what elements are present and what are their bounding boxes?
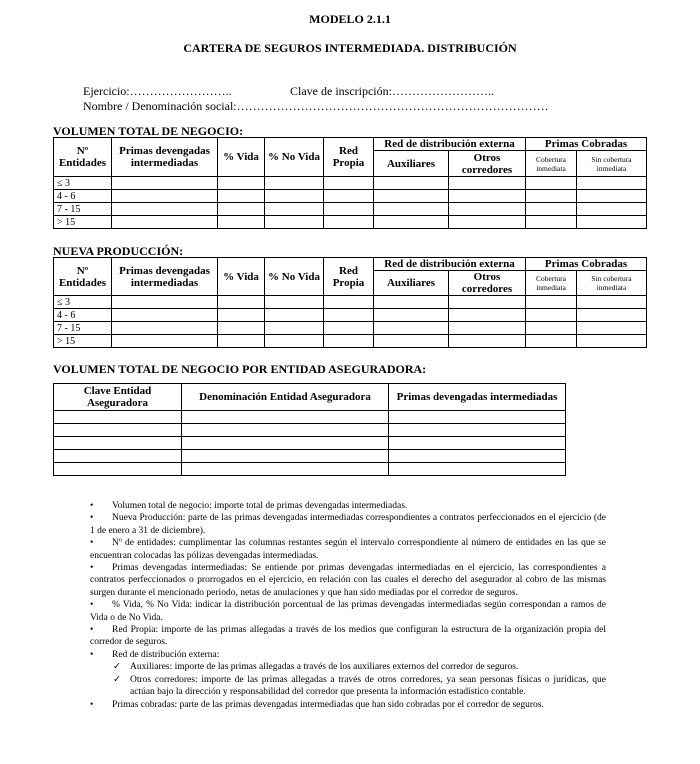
note-red-externa xyxy=(90,649,606,661)
header-pct-vida: % Vida xyxy=(218,138,265,177)
note-auxiliares xyxy=(90,661,606,673)
nueva-produccion-table xyxy=(53,257,647,348)
table-row xyxy=(54,437,566,450)
row-label: > 15 xyxy=(54,335,112,348)
ejercicio-field: Ejercicio:…………………….. xyxy=(83,84,232,98)
bullet-icon: • xyxy=(90,600,94,611)
note-nueva-produccion xyxy=(90,512,606,537)
header-red-externa: Red de distribución externa xyxy=(374,138,526,151)
note-text: Volumen total de negocio: importe total de primas devengadas intermediadas. xyxy=(112,501,408,511)
note-text: % Vida, % No Vida: indicar la distribución porcentual de las primas devengadas intermediadas según correspondan a ramos de Vida o de No Vida. xyxy=(90,600,606,623)
volumen-total-table xyxy=(53,137,647,229)
header-sin-cobertura-inmediata: Sin cobertura inmediata xyxy=(577,271,647,296)
entidad-aseguradora-table xyxy=(53,383,566,476)
header-primas-devengadas: Primas devengadas intermediadas xyxy=(112,258,218,296)
header-otros-corredores: Otros corredores xyxy=(449,151,526,177)
header-red-externa: Red de distribución externa xyxy=(374,258,526,271)
row-label: 4 - 6 xyxy=(54,309,112,322)
note-pct-vida xyxy=(90,599,606,624)
checkmark-icon: ✓ xyxy=(113,674,121,685)
header-n-entidades: Nº Entidades xyxy=(54,138,112,177)
table-row xyxy=(54,450,566,463)
note-text: Nº de entidades: cumplimentar las columnas restantes según el intervalo correspondiente al número de entidades en las que se encuentran colocadas las pólizas devengadas intermediadas. xyxy=(90,538,606,561)
note-text: Primas cobradas: parte de las primas devengadas intermediadas que han sido cobradas por el corredor de seguros. xyxy=(112,699,544,710)
section-title-volumen-total: VOLUMEN TOTAL DE NEGOCIO: xyxy=(53,124,244,138)
header-red-propia: Red Propia xyxy=(324,138,374,177)
table-row xyxy=(54,190,647,203)
document-title: CARTERA DE SEGUROS INTERMEDIADA. DISTRIBUCIÓN xyxy=(183,41,517,55)
note-volumen-total xyxy=(90,500,606,512)
header-auxiliares: Auxiliares xyxy=(374,151,449,177)
bullet-icon: • xyxy=(90,563,94,574)
section-title-nueva-produccion: NUEVA PRODUCCIÓN: xyxy=(53,244,184,258)
table-row xyxy=(54,463,566,476)
row-label: 7 - 15 xyxy=(54,322,112,335)
table-row xyxy=(54,216,647,229)
header-primas-devengadas: Primas devengadas intermediadas xyxy=(112,138,218,177)
bullet-icon: • xyxy=(90,699,94,710)
note-primas-devengadas xyxy=(90,562,606,599)
note-text: Auxiliares: importe de las primas allegadas a través de los auxiliares externos del corredor de seguros. xyxy=(130,662,519,673)
bullet-icon: • xyxy=(90,625,94,636)
section-title-por-entidad: VOLUMEN TOTAL DE NEGOCIO POR ENTIDAD ASEGURADORA: xyxy=(53,362,427,376)
table-row xyxy=(54,424,566,437)
header-clave-entidad: Clave Entidad Aseguradora xyxy=(54,384,182,411)
header-otros-corredores: Otros corredores xyxy=(449,271,526,296)
row-label: ≤ 3 xyxy=(54,296,112,309)
header-pct-no-vida: % No Vida xyxy=(265,258,324,296)
note-red-propia xyxy=(90,624,606,649)
checkmark-icon: ✓ xyxy=(113,662,121,673)
nombre-denominacion-field: Nombre / Denominación social:…………………………………………………………………… xyxy=(83,99,549,113)
note-text: Red Propia: importe de las primas allegadas a través de los medios que configuran la estructura de la organización propia del corredor de seguros. xyxy=(90,625,606,648)
bullet-icon: • xyxy=(90,538,94,549)
header-cobertura-inmediata: Cobertura inmediata xyxy=(526,151,577,177)
note-text: Red de distribución externa: xyxy=(112,649,220,660)
header-n-entidades: Nº Entidades xyxy=(54,258,112,296)
row-label: > 15 xyxy=(54,216,112,229)
table-row xyxy=(54,335,647,348)
header-primas-devengadas: Primas devengadas intermediadas xyxy=(389,384,566,411)
header-pct-no-vida: % No Vida xyxy=(265,138,324,177)
table-row xyxy=(54,411,566,424)
table-row xyxy=(54,296,647,309)
header-pct-vida: % Vida xyxy=(218,258,265,296)
model-number: MODELO 2.1.1 xyxy=(309,12,391,26)
bullet-icon: • xyxy=(90,513,94,524)
bullet-icon: • xyxy=(90,649,94,660)
table-row xyxy=(54,203,647,216)
notes-list xyxy=(90,500,606,711)
header-primas-cobradas: Primas Cobradas xyxy=(526,258,647,271)
note-otros-corredores xyxy=(90,674,606,699)
note-n-entidades xyxy=(90,537,606,562)
table-row xyxy=(54,177,647,190)
row-label: 4 - 6 xyxy=(54,190,112,203)
header-cobertura-inmediata: Cobertura inmediata xyxy=(526,271,577,296)
table-row xyxy=(54,309,647,322)
row-label: ≤ 3 xyxy=(54,177,112,190)
table-row xyxy=(54,322,647,335)
clave-inscripcion-field: Clave de inscripción:…………………….. xyxy=(290,84,494,98)
note-primas-cobradas xyxy=(90,699,606,711)
header-sin-cobertura-inmediata: Sin cobertura inmediata xyxy=(577,151,647,177)
note-text: Primas devengadas intermediadas: Se entiende por primas devengadas intermediadas en el ejercicio, las correspondientes a contratos perfeccionados o prorrogados en el ejercicio, en relación con las cuales el derecho del asegurador al cobro de las mismas surgen durante el mencionado periodo, netas de anulaciones y que han sido mediadas por el corredor de seguros. xyxy=(90,563,606,598)
header-primas-cobradas: Primas Cobradas xyxy=(526,138,647,151)
header-denominacion-entidad: Denominación Entidad Aseguradora xyxy=(182,384,389,411)
bullet-icon: • xyxy=(90,501,94,511)
note-text: Nueva Producción: parte de las primas devengadas intermediadas correspondientes a contratos perfeccionados en el ejercicio (de 1 de enero a 31 de diciembre). xyxy=(90,513,606,536)
header-red-propia: Red Propia xyxy=(324,258,374,296)
row-label: 7 - 15 xyxy=(54,203,112,216)
note-text: Otros corredores: importe de las primas allegadas a través de otros corredores, ya sean personas físicas o jurídicas, que actúan bajo la dirección y responsabilidad del corredor que presenta la información estadístico contable. xyxy=(130,674,606,698)
header-auxiliares: Auxiliares xyxy=(374,271,449,296)
